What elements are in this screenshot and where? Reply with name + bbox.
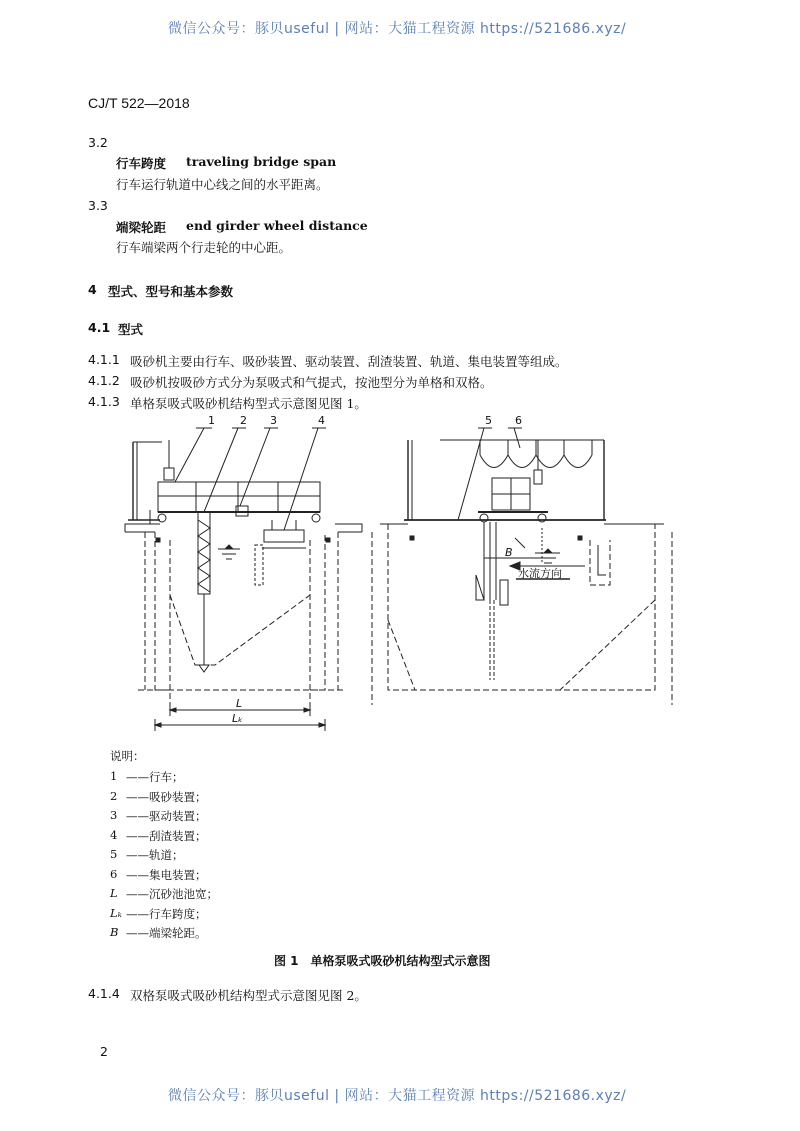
watermark-bottom: 微信公众号：豚贝useful | 网站：大猫工程资源 https://521686.xyz/ <box>168 1088 627 1104</box>
scraper-unit <box>264 530 304 542</box>
section-title-4-1: 型式 <box>118 322 144 337</box>
section-number-4-1: 4.1 <box>88 320 111 335</box>
legend-text: ——轨道； <box>126 848 184 862</box>
dim-label-B: B <box>505 546 513 559</box>
definition-3-3: 行车端梁两个行走轮的中心距。 <box>116 240 292 255</box>
legend-key: B <box>110 925 119 939</box>
legend-text: ——刮渣装置； <box>126 828 207 843</box>
callout-5: 5 <box>485 414 492 427</box>
section-number-4-1-3: 4.1.3 <box>88 394 120 409</box>
term-3-2-cn: 行车跨度 <box>116 156 167 171</box>
callout-6: 6 <box>515 414 522 427</box>
term-3-3-cn: 端梁轮距 <box>116 220 167 235</box>
text-4-1-4: 双格泵吸式吸砂机结构型式示意图见图 2。 <box>130 988 367 1003</box>
page-number: 2 <box>100 1044 108 1059</box>
callout-3: 3 <box>270 414 277 427</box>
callout-1: 1 <box>208 414 215 427</box>
dim-label-Lk: Lₖ <box>232 712 243 725</box>
section-number-4-1-1: 4.1.1 <box>88 352 120 367</box>
flow-direction-label: 水流方向 <box>518 567 562 580</box>
section-number-3-3: 3.3 <box>88 198 108 213</box>
watermark-top: 微信公众号：豚贝useful | 网站：大猫工程资源 https://521686.xyz/ <box>168 21 627 37</box>
legend-key: Lₖ <box>110 905 122 920</box>
text-4-1-3: 单格泵吸式吸砂机结构型式示意图见图 1。 <box>130 396 367 411</box>
legend-text: ——行车； <box>126 770 184 784</box>
left-hopper <box>170 595 310 665</box>
text-4-1-2: 吸砂机按吸砂方式分为泵吸式和气提式，按池型分为单格和双格。 <box>130 375 493 390</box>
legend-title: 说明： <box>110 749 145 763</box>
left-tank-outline <box>155 532 325 690</box>
legend-text: ——行车跨度； <box>126 906 207 921</box>
callout-2: 2 <box>240 414 247 427</box>
figure-caption: 图 1 单格泵吸式吸砂机结构型式示意图 <box>274 954 491 968</box>
section-number-4-1-4: 4.1.4 <box>88 986 120 1001</box>
legend-text: ——沉砂池池宽； <box>126 887 218 901</box>
legend-text: ——集电装置； <box>126 867 207 882</box>
callout-4: 4 <box>318 414 325 427</box>
legend-key: 5 <box>110 847 118 861</box>
legend-text: ——驱动装置； <box>126 809 207 823</box>
left-bridge-frame <box>158 482 320 512</box>
section-number-4: 4 <box>88 282 97 297</box>
festoon-cables <box>480 455 592 468</box>
legend-key: 1 <box>110 769 118 783</box>
legend-text: ——吸砂装置； <box>126 789 207 804</box>
left-ground-right <box>335 524 362 532</box>
legend-text: ——端梁轮距。 <box>126 926 207 940</box>
term-3-3-en: end girder wheel distance <box>186 218 368 233</box>
text-4-1-1: 吸砂机主要由行车、吸砂装置、驱动装置、刮渣装置、轨道、集电装置等组成。 <box>130 354 568 369</box>
right-tank-outline <box>388 524 655 690</box>
dim-label-L: L <box>236 697 243 710</box>
term-3-2-en: traveling bridge span <box>186 154 337 169</box>
legend-key: L <box>110 886 118 900</box>
legend-key: 2 <box>110 788 118 803</box>
legend-key: 3 <box>110 808 118 822</box>
standard-code: CJ/T 522—2018 <box>88 95 190 111</box>
section-title-4: 型式、型号和基本参数 <box>108 284 234 299</box>
left-ground-left <box>125 524 160 532</box>
definition-3-2: 行车运行轨道中心线之间的水平距离。 <box>116 177 329 192</box>
legend-key: 4 <box>110 827 118 842</box>
section-number-3-2: 3.2 <box>88 135 108 150</box>
section-number-4-1-2: 4.1.2 <box>88 373 120 388</box>
legend-key: 6 <box>110 866 118 881</box>
